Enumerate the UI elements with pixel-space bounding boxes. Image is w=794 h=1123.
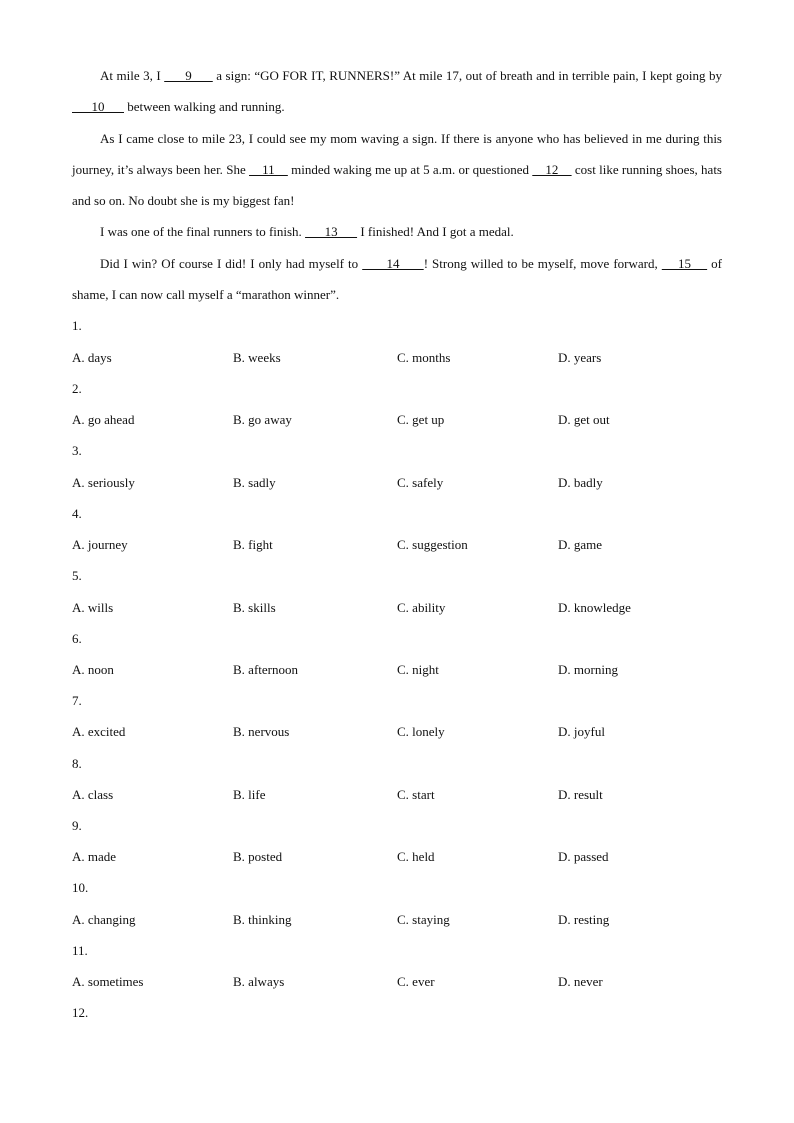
option-c[interactable]: C. months	[397, 350, 451, 365]
blank-15: 15	[661, 256, 708, 271]
option-c[interactable]: C. get up	[397, 412, 445, 427]
question-options	[72, 849, 722, 867]
option-a[interactable]: A. wills	[72, 600, 114, 615]
option-a[interactable]: A. sometimes	[72, 974, 144, 989]
passage-text: cost like running shoes, hats and so on. No doubt she is my biggest fan!	[72, 162, 722, 208]
question-options	[72, 412, 722, 430]
question-options	[72, 475, 722, 493]
option-d[interactable]: D. resting	[558, 912, 610, 927]
question-number: 6.	[72, 631, 82, 646]
option-a[interactable]: A. changing	[72, 912, 136, 927]
question-number: 4.	[72, 506, 82, 521]
option-c[interactable]: C. suggestion	[397, 537, 468, 552]
option-d[interactable]: D. never	[558, 974, 603, 989]
passage-text: a sign: “GO FOR IT, RUNNERS!” At mile 17, out of breath and in terrible pain, I kept going by	[212, 68, 723, 83]
option-b[interactable]: B. afternoon	[233, 662, 298, 677]
passage-paragraph-3	[72, 216, 722, 247]
option-c[interactable]: C. ability	[397, 600, 446, 615]
option-c[interactable]: C. held	[397, 849, 435, 864]
question-options	[72, 600, 722, 618]
passage-paragraph-4	[72, 248, 722, 310]
question-number: 8.	[72, 756, 82, 771]
question-number: 1.	[72, 318, 82, 333]
blank-12: 12	[532, 162, 572, 177]
option-b[interactable]: B. skills	[233, 600, 276, 615]
option-c[interactable]: C. start	[397, 787, 435, 802]
option-c[interactable]: C. staying	[397, 912, 450, 927]
question-number: 5.	[72, 568, 82, 583]
option-b[interactable]: B. posted	[233, 849, 283, 864]
option-a[interactable]: A. class	[72, 787, 114, 802]
option-a[interactable]: A. noon	[72, 662, 114, 677]
option-b[interactable]: B. always	[233, 974, 285, 989]
option-b[interactable]: B. weeks	[233, 350, 281, 365]
passage-text: At mile 3, I	[100, 68, 165, 83]
option-d[interactable]: D. knowledge	[558, 600, 631, 615]
blank-14: 14	[362, 256, 424, 271]
option-c[interactable]: C. lonely	[397, 724, 445, 739]
question-number: 10.	[72, 880, 89, 895]
option-b[interactable]: B. life	[233, 787, 266, 802]
option-c[interactable]: C. night	[397, 662, 439, 677]
question-options	[72, 537, 722, 555]
question-options	[72, 662, 722, 680]
question-options	[72, 724, 722, 742]
option-a[interactable]: A. days	[72, 350, 112, 365]
passage-text: ! Strong willed to be myself, move forward,	[423, 256, 662, 271]
blank-13: 13	[305, 224, 358, 239]
option-c[interactable]: C. ever	[397, 974, 435, 989]
option-a[interactable]: A. journey	[72, 537, 128, 552]
blank-10: 10	[72, 99, 124, 114]
passage-text: I finished! And I got a medal.	[357, 224, 514, 239]
option-c[interactable]: C. safely	[397, 475, 444, 490]
question-options	[72, 974, 722, 992]
passage-text: between walking and running.	[124, 99, 285, 114]
question-options	[72, 912, 722, 930]
option-b[interactable]: B. sadly	[233, 475, 276, 490]
option-b[interactable]: B. nervous	[233, 724, 290, 739]
passage-text: As I came close to mile 23, I could see my mom waving a sign. If there is anyone who has believed in me during this journey, it’s always been her. She	[72, 131, 722, 177]
question-number: 12.	[72, 1005, 89, 1020]
option-d[interactable]: D. badly	[558, 475, 603, 490]
option-d[interactable]: D. passed	[558, 849, 609, 864]
question-number: 2.	[72, 381, 82, 396]
question-options	[72, 350, 722, 368]
option-d[interactable]: D. morning	[558, 662, 618, 677]
question-options	[72, 787, 722, 805]
option-a[interactable]: A. go ahead	[72, 412, 135, 427]
passage-text: of shame, I can now call myself a “marathon winner”.	[72, 256, 722, 302]
option-d[interactable]: D. years	[558, 350, 602, 365]
option-d[interactable]: D. joyful	[558, 724, 605, 739]
question-number: 9.	[72, 818, 82, 833]
question-number: 11.	[72, 943, 88, 958]
question-number: 7.	[72, 693, 82, 708]
option-d[interactable]: D. get out	[558, 412, 610, 427]
option-a[interactable]: A. made	[72, 849, 117, 864]
blank-9: 9	[164, 68, 213, 83]
option-d[interactable]: D. game	[558, 537, 603, 552]
question-number: 3.	[72, 443, 82, 458]
option-d[interactable]: D. result	[558, 787, 603, 802]
option-b[interactable]: B. go away	[233, 412, 292, 427]
option-a[interactable]: A. seriously	[72, 475, 135, 490]
option-b[interactable]: B. fight	[233, 537, 273, 552]
passage-paragraph-1	[72, 60, 722, 122]
passage-paragraph-2	[72, 123, 722, 216]
option-a[interactable]: A. excited	[72, 724, 126, 739]
blank-11: 11	[249, 162, 288, 177]
passage-text: I was one of the final runners to finish.	[100, 224, 306, 239]
option-b[interactable]: B. thinking	[233, 912, 292, 927]
passage-text: Did I win? Of course I did! I only had myself to	[100, 256, 363, 271]
passage-text: minded waking me up at 5 a.m. or questioned	[287, 162, 533, 177]
